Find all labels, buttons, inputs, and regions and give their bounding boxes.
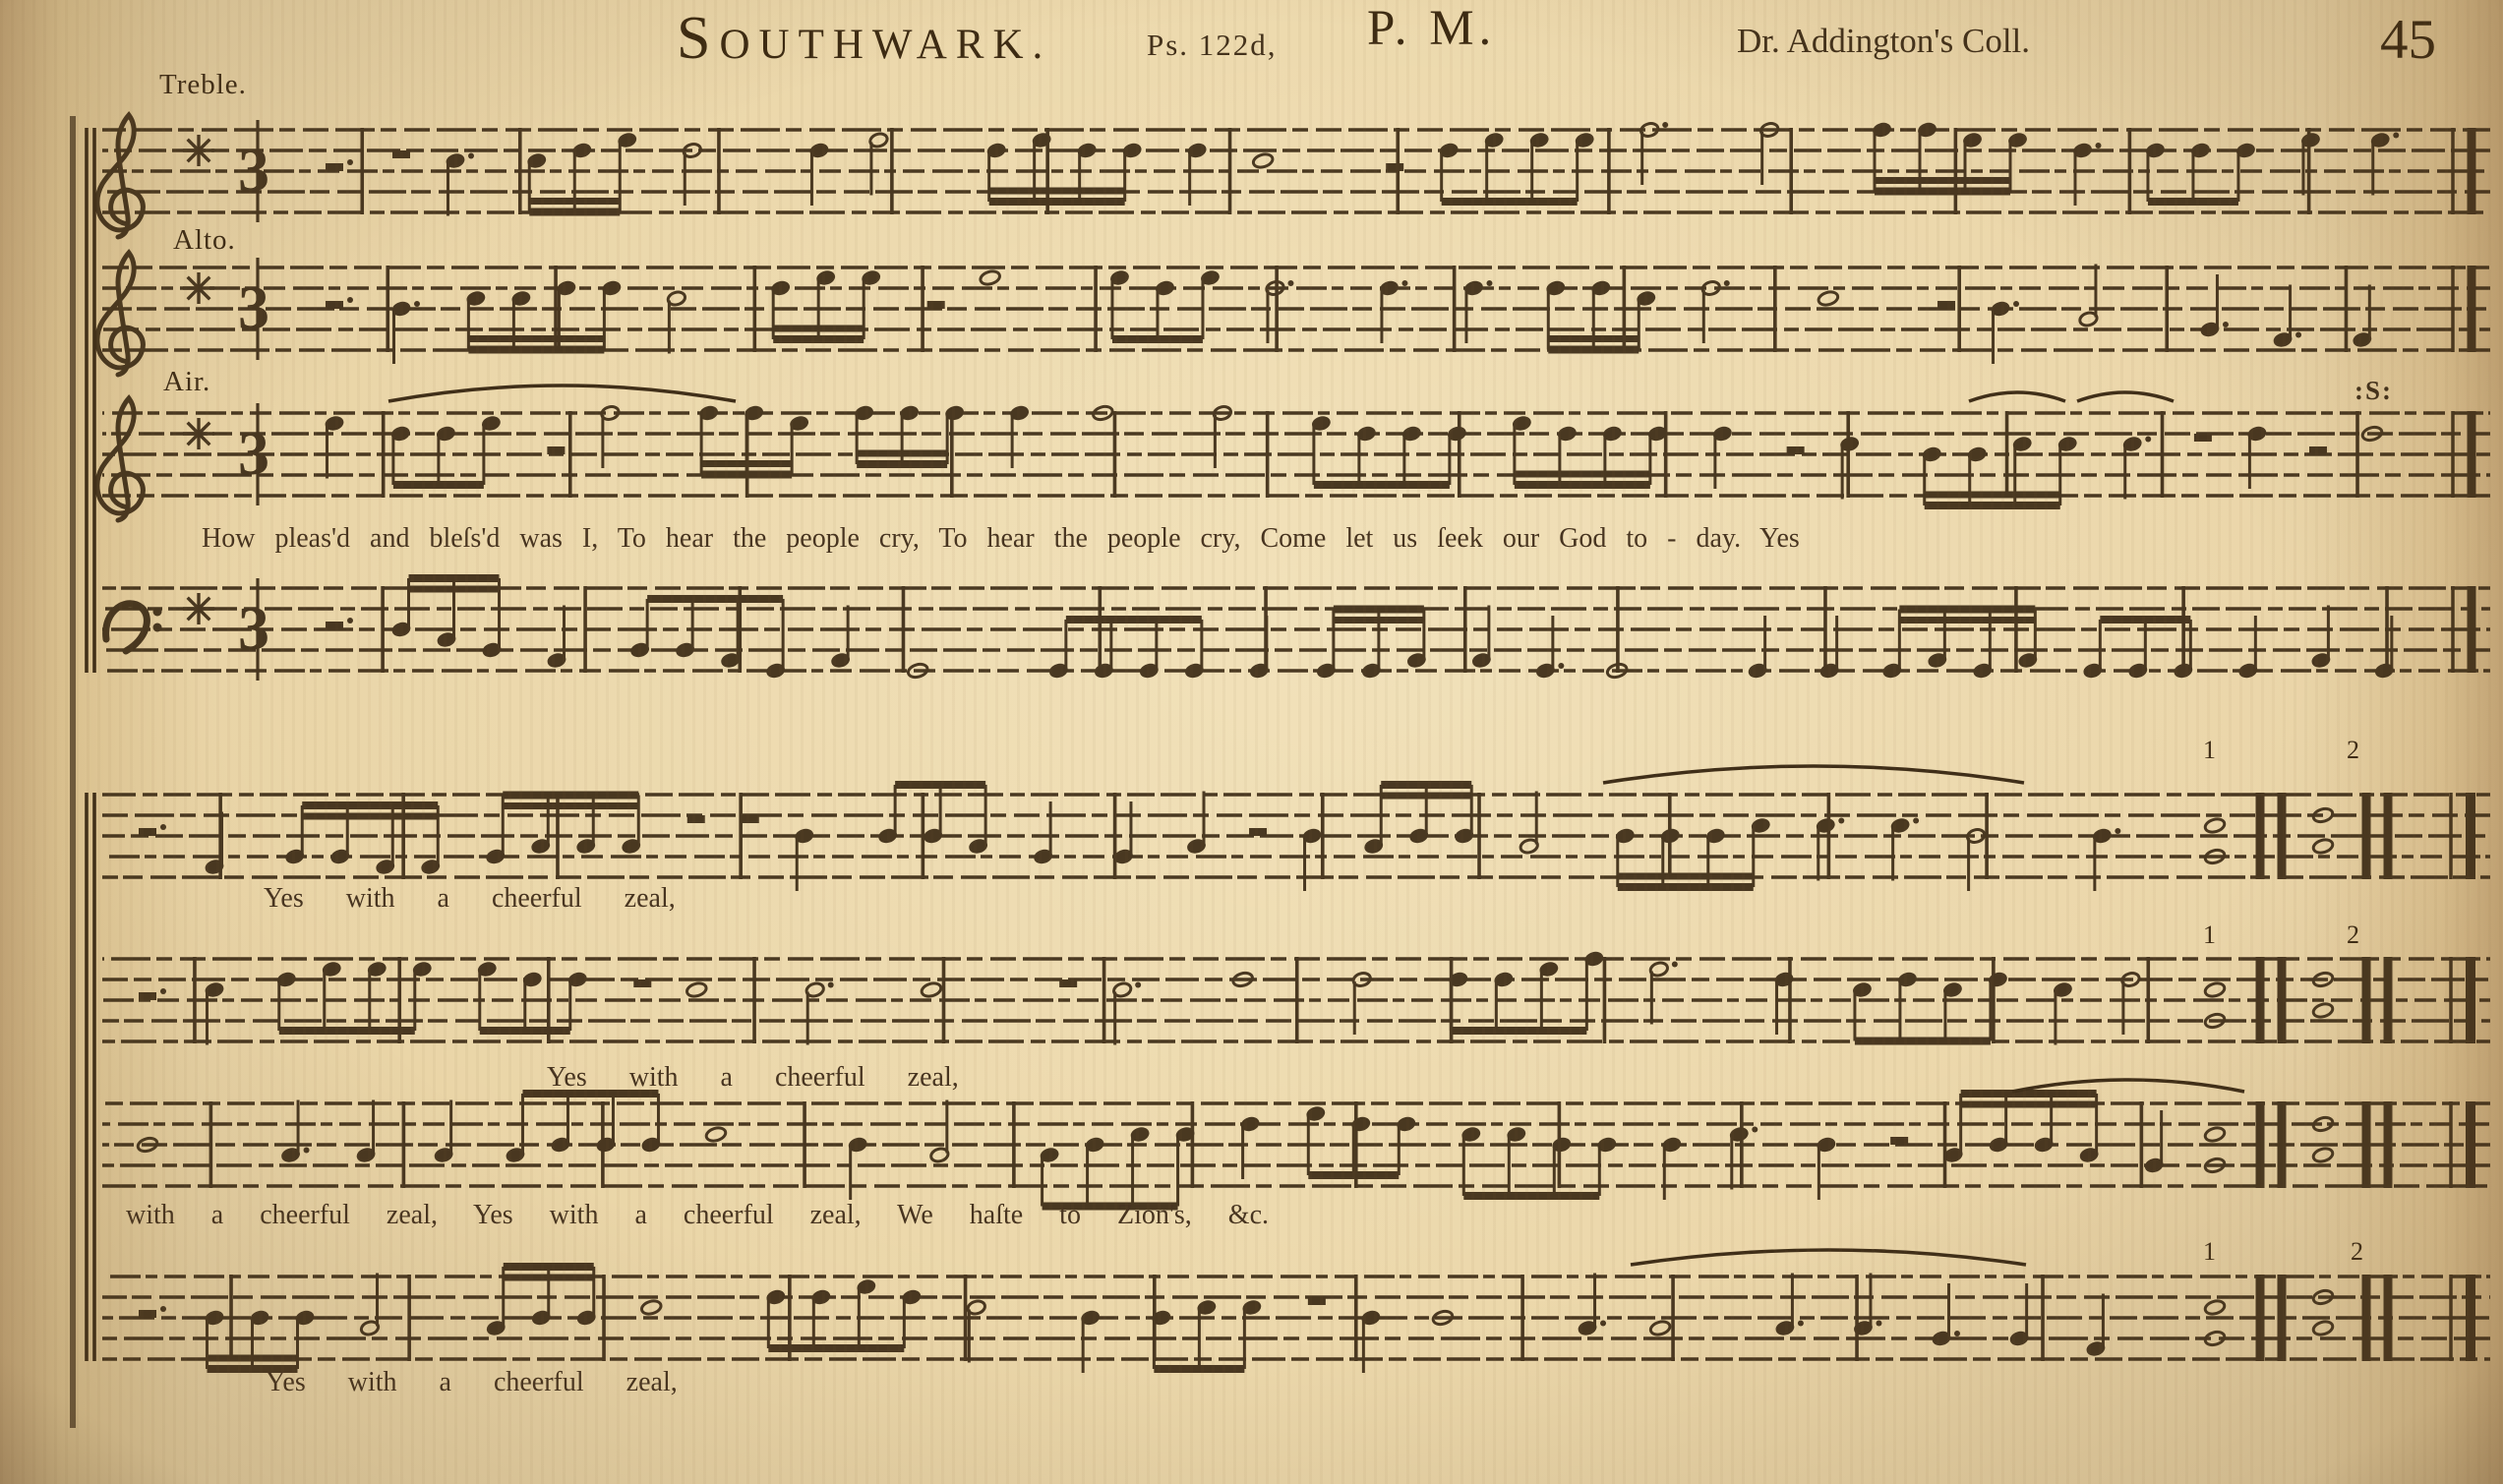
svg-text:3: 3	[238, 593, 269, 663]
staff-alto-system2	[102, 951, 2490, 1045]
staff-treble-system1	[97, 115, 2490, 237]
staff-bass-system1	[102, 578, 2490, 681]
lyric-line-air-system2: with a cheerful zeal, Yes with a cheerful zeal, We haſte to Zion's, &c.	[126, 1200, 1269, 1230]
staff-air-system2	[102, 1094, 2490, 1207]
first-ending-number: 1	[2203, 736, 2216, 764]
voice-label-treble: Treble.	[159, 69, 247, 100]
svg-text:3: 3	[238, 418, 269, 488]
second-ending-number: 2	[2351, 1237, 2363, 1266]
second-ending-number: 2	[2347, 736, 2359, 764]
page-title: SOUTHWARK.	[677, 5, 1052, 72]
psalm-reference: Ps. 122d,	[1147, 28, 1278, 62]
lyric-line-alto-system2: Yes with a cheerful zeal,	[547, 1062, 959, 1093]
voice-label-air: Air.	[163, 366, 211, 397]
lyric-line-air-system1: How pleas'd and bleſs'd was I, To hear the people cry, To hear the people cry, Come let us ſeek our God to - day. Yes	[202, 523, 1800, 554]
lyric-line-bass-system2: Yes with a cheerful zeal,	[266, 1367, 678, 1397]
svg-text:3: 3	[238, 272, 269, 342]
lyric-line-treble-system2: Yes with a cheerful zeal,	[264, 883, 676, 914]
meter-mark: P. M.	[1367, 1, 1497, 56]
first-ending-number: 1	[2203, 920, 2216, 949]
staff-air-system1	[97, 398, 2490, 520]
second-ending-number: 2	[2347, 920, 2359, 949]
svg-text:3: 3	[238, 135, 269, 205]
staff-alto-system1	[97, 253, 2490, 375]
staff-treble-system2	[102, 785, 2490, 891]
page-number: 45	[2380, 9, 2436, 71]
attribution: Dr. Addington's Coll.	[1737, 22, 2031, 60]
first-ending-number: 1	[2203, 1237, 2216, 1266]
segno-mark: :S:	[2354, 376, 2393, 405]
voice-label-alto: Alto.	[173, 224, 236, 256]
staff-bass-system2	[102, 1267, 2490, 1373]
